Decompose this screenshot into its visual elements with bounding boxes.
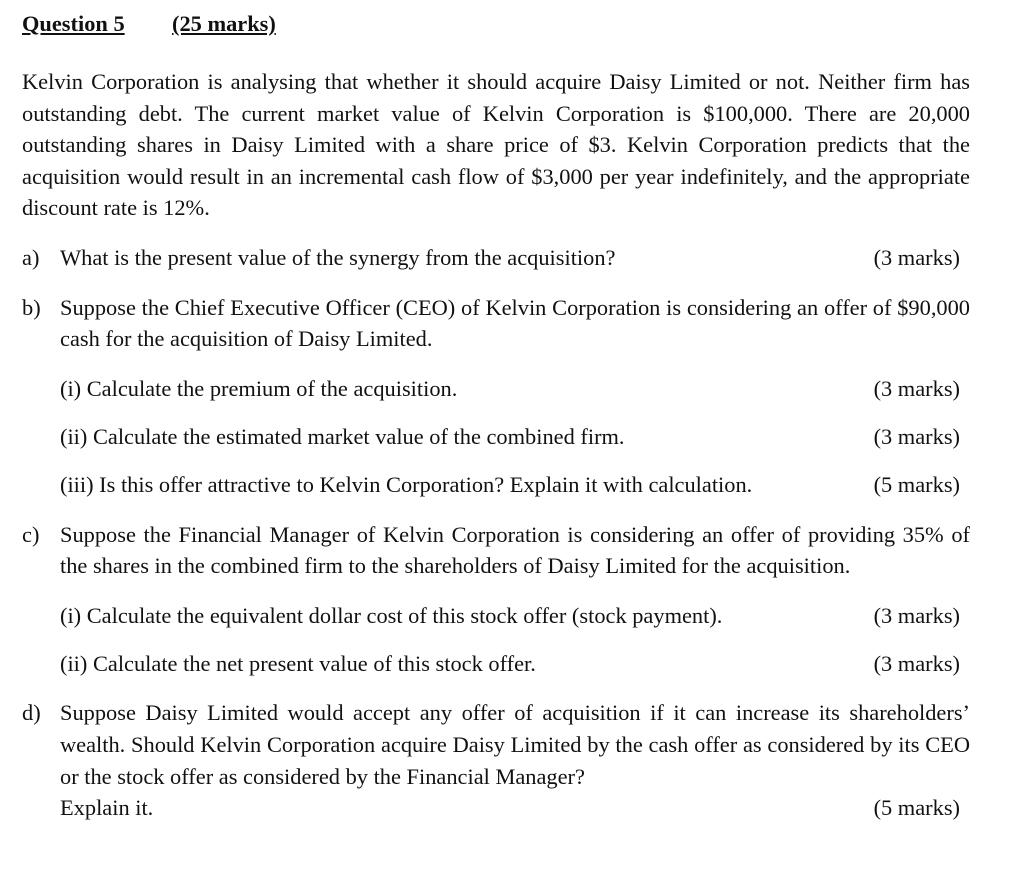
question-number: Question 5	[22, 11, 125, 36]
part-b-sub-1	[60, 373, 970, 405]
part-b-sub-3-text: (iii) Is this offer attractive to Kelvin Corporation? Explain it with calculation.	[60, 471, 753, 497]
part-c-sub-1	[60, 600, 970, 632]
part-b-sub-2-marks: (3 marks)	[873, 423, 960, 449]
part-c-label: c)	[22, 521, 40, 547]
part-b-sub-2-text: (ii) Calculate the estimated market value of the combined firm.	[60, 423, 625, 449]
part-b-label: b)	[22, 294, 41, 320]
part-b-text: Suppose the Chief Executive Officer (CEO) of Kelvin Corporation is considering an offer of $90,000 cash for the acquisition of Daisy Limited.	[60, 294, 970, 352]
part-a-text: What is the present value of the synergy from the acquisition?	[60, 244, 616, 270]
question-intro: Kelvin Corporation is analysing that whether it should acquire Daisy Limited or not. Neither firm has outstanding debt. The current market value of Kelvin Corporation is $100,000. There are 20,000 outstanding shares in Daisy Limited with a share price of $3. Kelvin Corporation predicts that the acquisition would result in an incremental cash flow of $3,000 per year indefinitely, and the appropriate discount rate is 12%.	[22, 69, 970, 221]
part-b-sub-1-marks: (3 marks)	[873, 375, 960, 401]
part-d	[22, 697, 970, 823]
part-c-sub-2-text: (ii) Calculate the net present value of this stock offer.	[60, 650, 536, 676]
question-page	[22, 8, 970, 824]
part-c-sub-1-text: (i) Calculate the equivalent dollar cost of this stock offer (stock payment).	[60, 602, 723, 628]
part-d-marks: (5 marks)	[873, 795, 960, 821]
part-b-sub-3	[60, 469, 970, 501]
part-a-marks: (3 marks)	[873, 244, 960, 270]
part-c-sub-1-marks: (3 marks)	[873, 602, 960, 628]
part-c-sub-2-marks: (3 marks)	[873, 650, 960, 676]
part-b-sub-1-text: (i) Calculate the premium of the acquisition.	[60, 375, 458, 401]
part-c	[22, 519, 970, 680]
part-d-label: d)	[22, 700, 41, 726]
part-d-text-end: Explain it.	[60, 795, 154, 821]
question-total-marks: (25 marks)	[172, 11, 276, 36]
part-a	[22, 242, 970, 274]
part-c-text: Suppose the Financial Manager of Kelvin Corporation is considering an offer of providing 35% of the shares in the combined firm to the shareholders of Daisy Limited for the acquisition.	[60, 521, 970, 579]
part-d-last-line	[60, 792, 970, 824]
part-a-label: a)	[22, 244, 40, 270]
part-b-sub-3-marks: (5 marks)	[873, 471, 960, 497]
part-b-sub-2	[60, 421, 970, 453]
question-heading	[22, 8, 970, 40]
part-b	[22, 292, 970, 501]
part-d-text: Suppose Daisy Limited would accept any offer of acquisition if it can increase its shareholders’ wealth. Should Kelvin Corporation acquire Daisy Limited by the cash offer as considered by its CEO or the stock offer as considered by the Financial Manager?	[60, 700, 970, 789]
part-c-sub-2	[60, 648, 970, 680]
